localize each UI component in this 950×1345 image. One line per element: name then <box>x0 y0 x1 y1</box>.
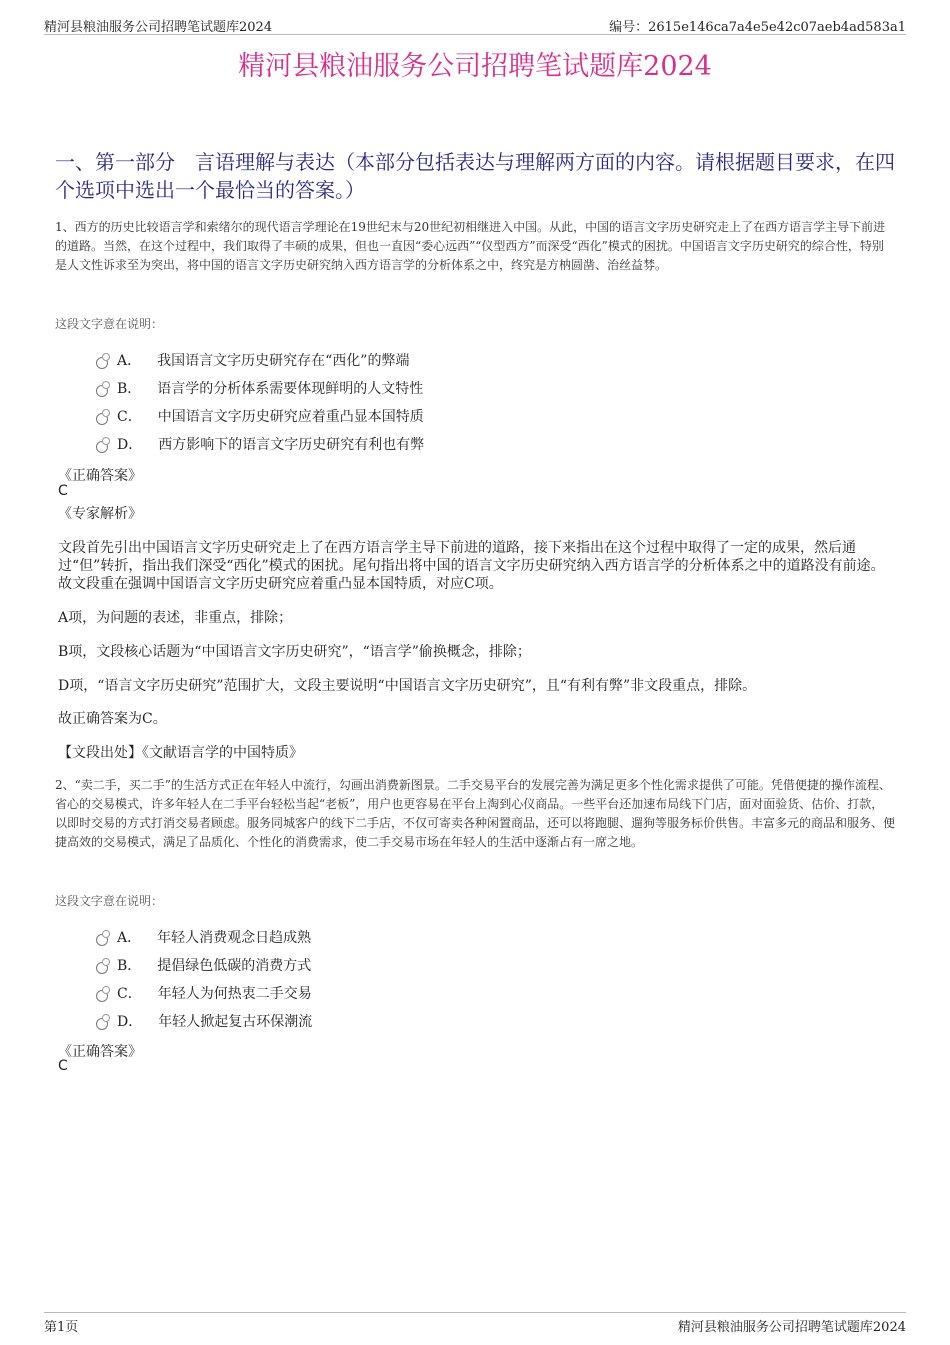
page-number: 第1页 <box>44 1320 79 1335</box>
option-text: 我国语言文字历史研究存在“西化”的弊端 <box>157 353 410 369</box>
option-letter: A． <box>117 353 142 369</box>
option-text: 语言学的分析体系需要体现鲜明的人文特性 <box>157 381 424 397</box>
section-heading: 一、第一部分 言语理解与表达（本部分包括表达与理解两方面的内容。请根据题目要求，在四个选项中选出一个最恰当的答案。） <box>55 150 895 202</box>
question-2-option-a[interactable] <box>96 927 311 947</box>
question-1-option-a[interactable] <box>96 350 409 370</box>
document-title: 精河县粮油服务公司招聘笔试题库2024 <box>238 51 712 82</box>
option-text: 年轻人为何热衷二手交易 <box>157 986 312 1002</box>
radio-icon[interactable] <box>96 1018 108 1030</box>
radio-icon[interactable] <box>96 413 108 425</box>
question-1-prompt: 这段文字意在说明： <box>55 317 164 331</box>
question-1-conclusion: 故正确答案为C。 <box>58 711 167 727</box>
question-1-option-c[interactable] <box>96 406 424 426</box>
question-2-option-c[interactable] <box>96 983 312 1003</box>
page-footer <box>44 1312 906 1335</box>
question-1-answer: C <box>58 483 68 499</box>
question-1-answer-label: 《正确答案》 <box>58 468 142 484</box>
radio-icon[interactable] <box>96 990 108 1002</box>
option-text: 年轻人掀起复古环保潮流 <box>158 1014 313 1030</box>
page-header <box>44 14 906 35</box>
question-1-analysis-label: 《专家解析》 <box>58 506 142 522</box>
question-2-option-d[interactable] <box>96 1011 312 1031</box>
question-1-note-a: A项，为问题的表述，非重点，排除； <box>58 610 293 626</box>
option-text: 提倡绿色低碳的消费方式 <box>157 958 312 974</box>
option-letter: B． <box>117 381 142 397</box>
option-letter: C． <box>117 986 142 1002</box>
question-1-stem: 1、西方的历史比较语言学和索绪尔的现代语言学理论在19世纪末与20世纪初相继进入中国。从此，中国的语言文字历史研究走上了在西方语言学主导下前进的道路。当然，在这个过程中，我们取得了丰硕的成果，但也一直因“委心远西”“仪型西方”而深受“西化”模式的困扰。中国语言文字历史研究的综合性，特别是人文性诉求至为突出，将中国的语言文字历史研究纳入西方语言学的分析体系之中，终究是方枘圆凿、治丝益棼。 <box>55 220 886 272</box>
option-letter: D． <box>117 437 143 453</box>
option-letter: B． <box>117 958 142 974</box>
radio-icon[interactable] <box>96 441 108 453</box>
radio-icon[interactable] <box>96 962 108 974</box>
option-text: 中国语言文字历史研究应着重凸显本国特质 <box>157 409 424 425</box>
radio-icon[interactable] <box>96 385 108 397</box>
option-text: 年轻人消费观念日趋成熟 <box>157 930 312 946</box>
question-1-option-d[interactable] <box>96 434 424 454</box>
radio-icon[interactable] <box>96 934 108 946</box>
question-2-option-b[interactable] <box>96 955 311 975</box>
question-1-note-d: D项，“语言文字历史研究”范围扩大，文段主要说明“中国语言文字历史研究”，且“有利有弊”非文段重点，排除。 <box>58 678 757 694</box>
question-2-answer: C <box>58 1058 68 1074</box>
option-letter: A． <box>117 930 142 946</box>
question-1-note-b: B项，文段核心话题为“中国语言文字历史研究”，“语言学”偷换概念，排除； <box>58 644 531 660</box>
option-text: 西方影响下的语言文字历史研究有利也有弊 <box>158 437 425 453</box>
footer-doc-name: 精河县粮油服务公司招聘笔试题库2024 <box>677 1320 906 1335</box>
radio-icon[interactable] <box>96 357 108 369</box>
question-1-option-b[interactable] <box>96 378 423 398</box>
question-2-prompt: 这段文字意在说明： <box>55 894 164 908</box>
question-2-answer-label: 《正确答案》 <box>58 1044 142 1060</box>
header-doc-number: 编号：2615e146ca7a4e5e42c07aeb4ad583a1 <box>609 20 906 35</box>
question-1-source: 【文段出处】《文献语言学的中国特质》 <box>58 745 303 761</box>
question-1-analysis: 文段首先引出中国语言文字历史研究走上了在西方语言学主导下前进的道路，接下来指出在这个过程中取得了一定的成果，然后通过“但”转折，指出我们深受“西化”模式的困扰。尾句指出将中国的语言文字历史研究纳入西方语言学的分析体系之中的道路没有前途。故文段重在强调中国语言文字历史研究应着重凸显本国特质，对应C项。 <box>58 540 885 592</box>
question-2-stem: 2、“卖二手，买二手”的生活方式正在年轻人中流行，勾画出消费新图景。二手交易平台的发展完善为满足更多个性化需求提供了可能。凭借便捷的操作流程、省心的交易模式，许多年轻人在二手平台轻松当起“老板”，用户也更容易在平台上淘到心仪商品。一些平台还加速布局线下门店，面对面验货、估价、打款，以即时交易的方式打消交易者顾虑。服务同城客户的线下二手店，不仅可寄卖各种闲置商品，还可以将跑腿、遛狗等服务标价供售。丰富多元的商品和服务、便捷高效的交易模式，满足了品质化、个性化的消费需求，使二手交易市场在年轻人的生活中逐渐占有一席之地。 <box>55 778 896 849</box>
option-letter: D． <box>117 1014 143 1030</box>
header-doc-name: 精河县粮油服务公司招聘笔试题库2024 <box>44 20 273 35</box>
option-letter: C． <box>117 409 142 425</box>
